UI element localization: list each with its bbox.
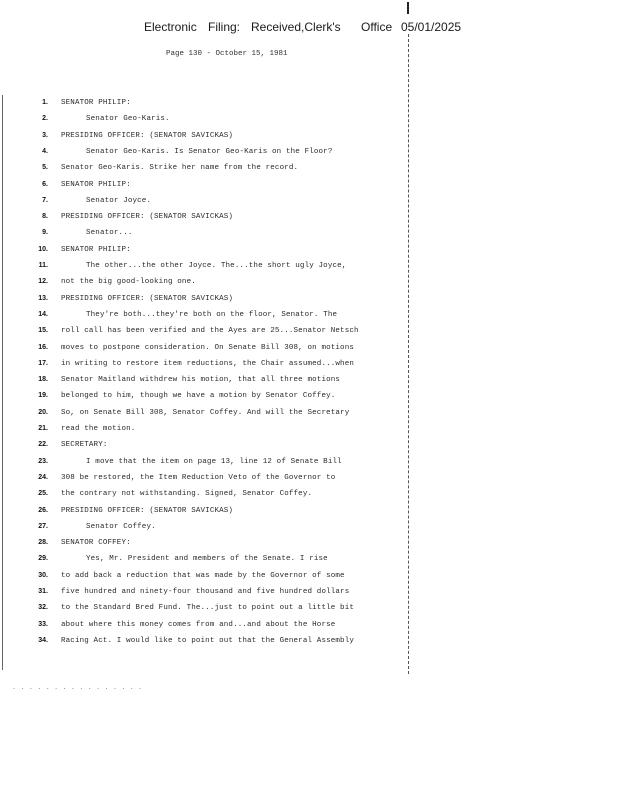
line-number: 19.: [38, 392, 48, 400]
line-number: 24.: [38, 473, 48, 481]
line-number: 14.: [38, 310, 48, 318]
line-text: SENATOR COFFEY:: [61, 539, 131, 548]
line-text: Senator Geo-Karis.: [86, 115, 170, 124]
scan-mark: [407, 2, 409, 14]
transcript-line: [0, 164, 400, 180]
transcript-line: [0, 327, 400, 343]
stamp-received: Received,Clerk's: [251, 20, 341, 34]
line-number: 31.: [38, 588, 48, 595]
line-text: roll call has been verified and the Ayes are 25...Senator Netsch: [61, 327, 359, 336]
line-number: 15.: [38, 327, 48, 335]
line-number: 16.: [38, 343, 48, 351]
line-text: Senator Coffey.: [86, 522, 156, 531]
transcript-line: [0, 523, 400, 539]
scan-noise: . . . . . . . . . . . . . . . .: [12, 684, 143, 692]
line-text: PRESIDING OFFICER: (SENATOR SAVICKAS): [61, 213, 234, 222]
transcript-line: [0, 262, 400, 278]
line-text: about where this money comes from and...and about the Horse: [61, 620, 336, 629]
line-number: 8.: [42, 213, 48, 221]
line-text: Senator Joyce.: [86, 196, 152, 205]
transcript-line: [0, 458, 400, 474]
transcript-line: [0, 441, 400, 457]
line-text: to the Standard Bred Fund. The...just to point out a little bit: [61, 604, 354, 613]
line-number: 32.: [38, 604, 48, 612]
line-text: So, on Senate Bill 308, Senator Coffey. And will the Secretary: [61, 408, 350, 417]
line-text: Racing Act. I would like to point out that the General Assembly: [61, 636, 354, 645]
line-number: 28.: [38, 539, 48, 547]
transcript-line: [0, 409, 400, 425]
stamp-filing: Filing:: [208, 20, 241, 34]
transcript-line: [0, 115, 400, 131]
transcript-line: [0, 539, 400, 555]
transcript-line: [0, 295, 400, 311]
line-text: 308 be restored, the Item Reduction Veto of the Governor to: [61, 473, 336, 482]
line-number: 12.: [38, 278, 48, 286]
transcript-line: [0, 213, 400, 229]
transcript-line: [0, 197, 400, 213]
transcript-line: [0, 278, 400, 294]
stamp-date: 05/01/2025: [401, 20, 462, 34]
transcript-line: [0, 132, 400, 148]
line-text: Senator...: [86, 229, 133, 238]
line-text: the contrary not withstanding. Signed, Senator Coffey.: [61, 490, 313, 499]
transcript-line: [0, 588, 400, 604]
transcript-line: [0, 637, 400, 653]
transcript-line: [0, 229, 400, 245]
transcript-line: [0, 99, 400, 115]
transcript-line: [0, 376, 400, 392]
page-reference: Page 130 - October 15, 1981: [166, 50, 288, 58]
line-text: in writing to restore item reductions, the Chair assumed...when: [61, 359, 354, 368]
transcript-line: [0, 344, 400, 360]
line-number: 26.: [38, 506, 48, 514]
line-number: 2.: [42, 115, 48, 123]
line-number: 10.: [38, 245, 48, 253]
transcript-line: [0, 148, 400, 164]
transcript-line: [0, 425, 400, 441]
line-number: 22.: [38, 441, 48, 449]
stamp-office: Office: [361, 20, 393, 34]
margin-rule-right: [408, 34, 409, 674]
line-number: 23.: [38, 457, 48, 465]
line-number: 27.: [38, 522, 48, 530]
line-text: to add back a reduction that was made by the Governor of some: [61, 571, 345, 580]
line-text: moves to postpone consideration. On Senate Bill 308, on motions: [61, 343, 354, 352]
line-number: 18.: [38, 376, 48, 384]
line-text: SECRETARY:: [61, 441, 108, 450]
line-text: PRESIDING OFFICER: (SENATOR SAVICKAS): [61, 131, 234, 140]
line-text: They're both...they're both on the floor, Senator. The: [86, 310, 338, 319]
line-number: 34.: [38, 636, 48, 644]
line-number: 25.: [38, 490, 48, 498]
line-number: 11.: [38, 262, 48, 269]
line-number: 1.: [42, 99, 48, 106]
line-number: 33.: [38, 620, 48, 628]
line-text: PRESIDING OFFICER: (SENATOR SAVICKAS): [61, 506, 234, 515]
line-number: 7.: [42, 196, 48, 204]
transcript-line: [0, 474, 400, 490]
line-text: belonged to him, though we have a motion by Senator Coffey.: [61, 392, 336, 401]
transcript-line: [0, 555, 400, 571]
transcript-line: [0, 572, 400, 588]
line-number: 5.: [42, 164, 48, 172]
transcript-line: [0, 181, 400, 197]
line-text: PRESIDING OFFICER: (SENATOR SAVICKAS): [61, 294, 234, 303]
transcript-line: [0, 507, 400, 523]
line-number: 17.: [38, 359, 48, 367]
transcript-line: [0, 392, 400, 408]
transcript-line: [0, 490, 400, 506]
line-text: SENATOR PHILIP:: [61, 245, 131, 254]
stamp-electronic: Electronic: [144, 20, 197, 34]
line-number: 29.: [38, 555, 48, 563]
line-text: Senator Geo-Karis. Strike her name from the record.: [61, 164, 299, 173]
transcript-line: [0, 246, 400, 262]
transcript-line: [0, 621, 400, 637]
line-text: SENATOR PHILIP:: [61, 99, 131, 107]
line-number: 4.: [42, 147, 48, 155]
line-text: Yes, Mr. President and members of the Senate. I rise: [86, 555, 328, 564]
line-number: 13.: [38, 294, 48, 302]
line-text: I move that the item on page 13, line 12 of Senate Bill: [86, 457, 342, 466]
line-number: 30.: [38, 571, 48, 579]
line-text: Senator Maitland withdrew his motion, that all three motions: [61, 376, 341, 385]
line-number: 6.: [42, 180, 48, 188]
line-number: 20.: [38, 408, 48, 416]
line-number: 21.: [38, 425, 48, 432]
line-text: The other...the other Joyce. The...the short ugly Joyce,: [86, 262, 347, 270]
line-number: 3.: [42, 131, 48, 139]
line-number: 9.: [42, 229, 48, 237]
transcript-line: [0, 604, 400, 620]
line-text: Senator Geo-Karis. Is Senator Geo-Karis on the Floor?: [86, 147, 333, 156]
line-text: SENATOR PHILIP:: [61, 180, 131, 189]
line-text: read the motion.: [61, 425, 136, 433]
line-text: five hundred and ninety-four thousand and five hundred dollars: [61, 588, 350, 596]
transcript-line: [0, 360, 400, 376]
transcript-line: [0, 311, 400, 327]
line-text: not the big good-looking one.: [61, 278, 196, 287]
